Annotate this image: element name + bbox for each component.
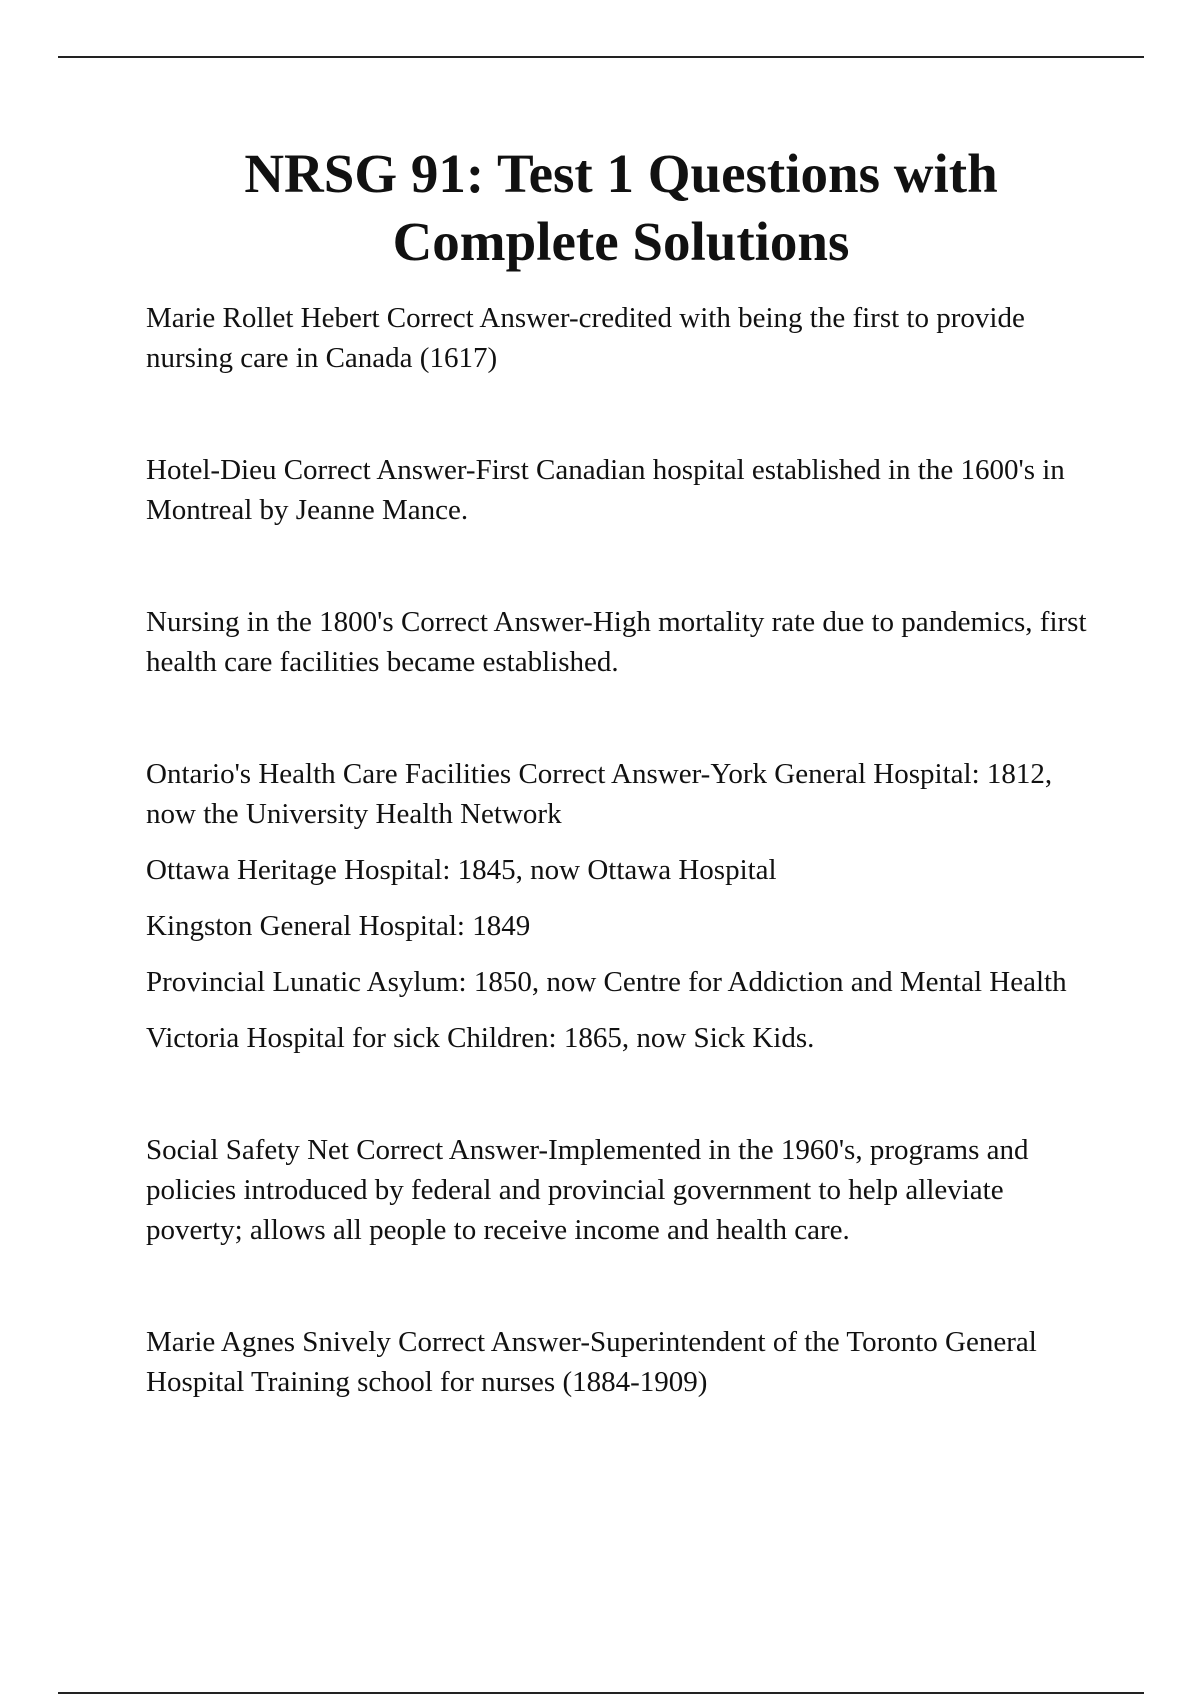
qa-paragraph: Kingston General Hospital: 1849 bbox=[146, 910, 531, 942]
qa-entry-hotel-dieu bbox=[146, 450, 1096, 530]
qa-paragraph: Social Safety Net Correct Answer-Implemented in the 1960's, programs and policies introduced by federal and provincial government to help alleviate poverty; allows all people to receive income and health care. bbox=[146, 1134, 1029, 1246]
qa-entry-nursing-1800s bbox=[146, 602, 1096, 682]
qa-entry-marie-rollet-hebert bbox=[146, 298, 1096, 378]
qa-entry-marie-agnes-snively bbox=[146, 1322, 1096, 1402]
bottom-rule bbox=[58, 1692, 1144, 1694]
qa-paragraph: Ontario's Health Care Facilities Correct Answer-York General Hospital: 1812, now the University Health Network bbox=[146, 758, 1053, 830]
document-page bbox=[146, 140, 1096, 1474]
qa-entry-social-safety-net bbox=[146, 1130, 1096, 1250]
title-line-1: NRSG 91: Test 1 Questions with bbox=[244, 143, 998, 204]
qa-paragraph: Victoria Hospital for sick Children: 1865, now Sick Kids. bbox=[146, 1022, 815, 1054]
qa-paragraph: Marie Agnes Snively Correct Answer-Superintendent of the Toronto General Hospital Training school for nurses (1884-1909) bbox=[146, 1326, 1037, 1398]
qa-paragraph: Provincial Lunatic Asylum: 1850, now Centre for Addiction and Mental Health bbox=[146, 966, 1067, 998]
title-line-2: Complete Solutions bbox=[392, 211, 850, 272]
top-rule bbox=[58, 56, 1144, 58]
document-title bbox=[146, 140, 1096, 276]
qa-paragraph: Nursing in the 1800's Correct Answer-High mortality rate due to pandemics, first health care facilities became established. bbox=[146, 606, 1087, 678]
qa-paragraph: Hotel-Dieu Correct Answer-First Canadian hospital established in the 1600's in Montreal by Jeanne Mance. bbox=[146, 454, 1065, 526]
qa-paragraph: Ottawa Heritage Hospital: 1845, now Ottawa Hospital bbox=[146, 854, 777, 886]
qa-entry-ontario-facilities bbox=[146, 754, 1096, 1058]
qa-paragraph: Marie Rollet Hebert Correct Answer-credited with being the first to provide nursing care in Canada (1617) bbox=[146, 302, 1025, 374]
